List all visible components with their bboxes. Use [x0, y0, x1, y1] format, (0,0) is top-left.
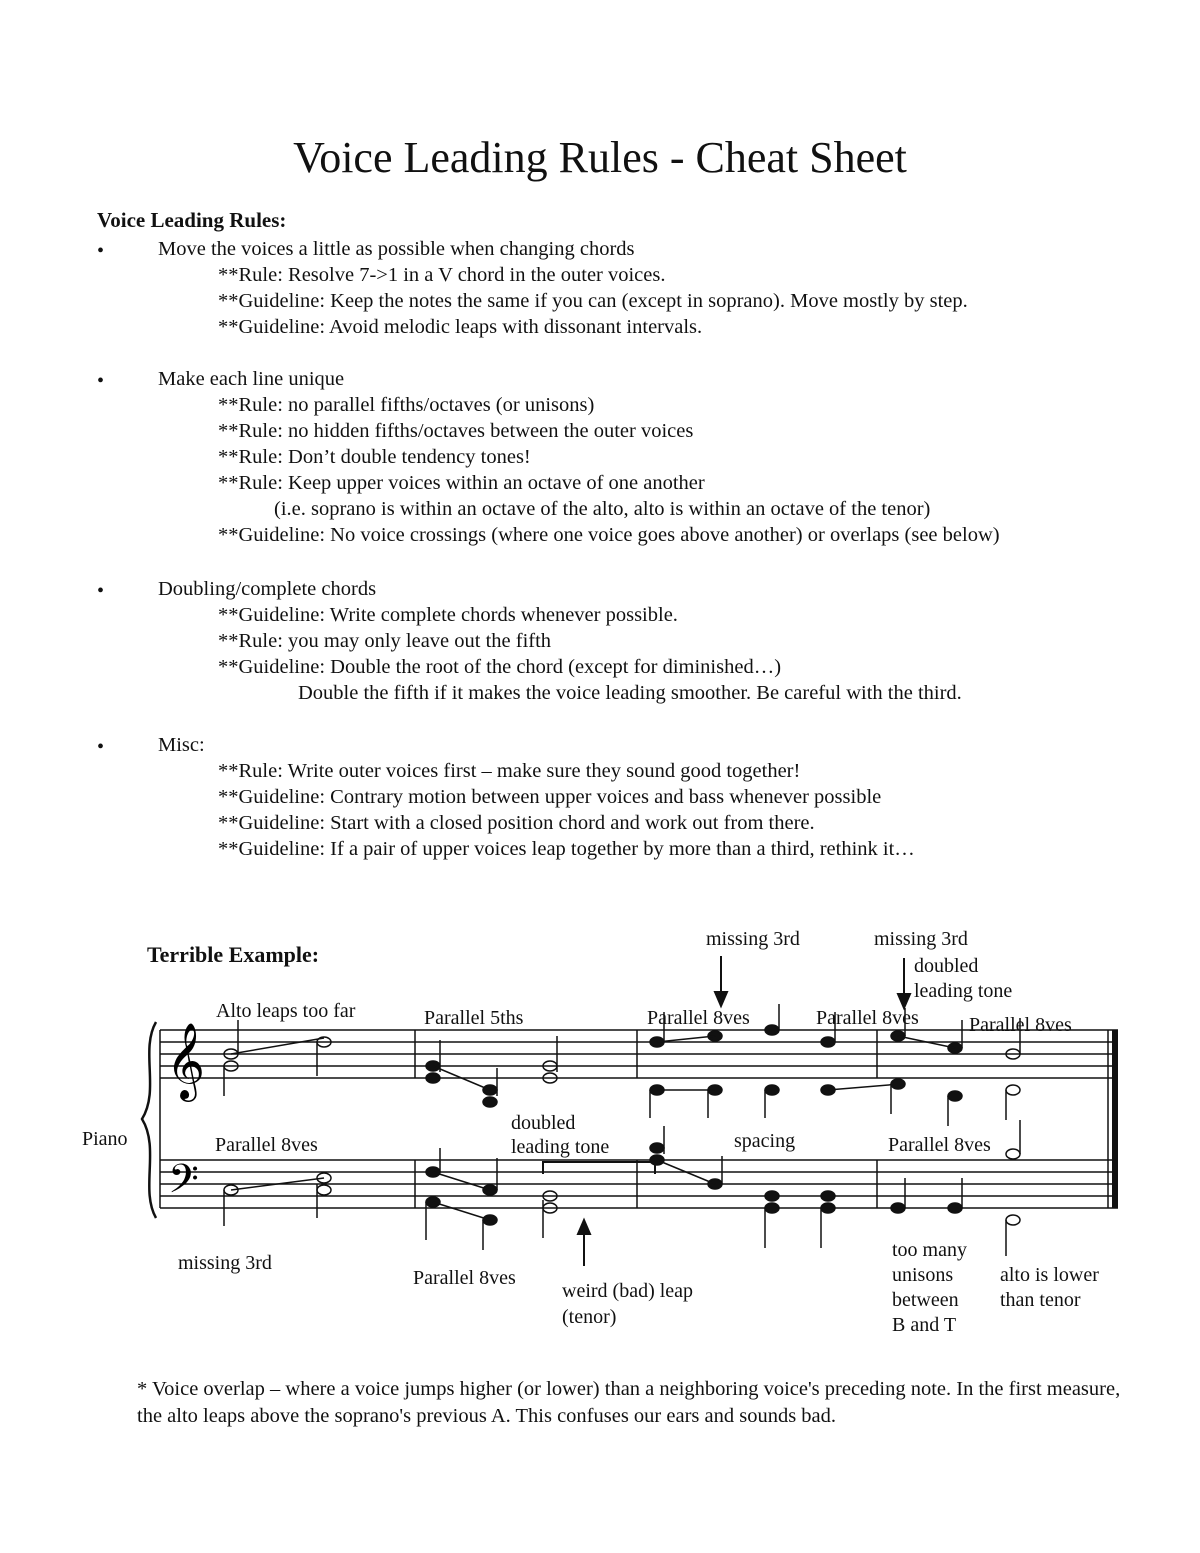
rule-main: Doubling/complete chords	[158, 578, 377, 600]
bullet: •	[97, 580, 105, 602]
rule-item: **Guideline: Contrary motion between upper voices and bass whenever possible	[218, 786, 882, 808]
svg-text:𝄞: 𝄞	[166, 1022, 206, 1099]
rule-item: **Guideline: If a pair of upper voices leap together by more than a third, rethink it…	[218, 838, 915, 860]
footnote: * Voice overlap – where a voice jumps higher (or lower) than a neighboring voice's preceding note. In the first measure, the alto leaps above the soprano's previous A. This confuses our ears and sounds bad.	[137, 1378, 1121, 1427]
instrument-label: Piano	[82, 1128, 128, 1150]
annotation: doubled	[511, 1112, 576, 1134]
annotation: Parallel 8ves	[969, 1014, 1072, 1036]
svg-text:𝄢: 𝄢	[168, 1156, 199, 1212]
annotation: (tenor)	[562, 1306, 617, 1328]
annotation: too many	[892, 1239, 967, 1261]
page-title: Voice Leading Rules - Cheat Sheet	[293, 133, 907, 182]
rule-main: Move the voices a little as possible when changing chords	[158, 238, 635, 260]
example-heading: Terrible Example:	[147, 942, 320, 967]
rule-item: (i.e. soprano is within an octave of the alto, alto is within an octave of the tenor)	[274, 498, 931, 520]
annotation: missing 3rd	[178, 1252, 272, 1274]
rule-item: **Guideline: No voice crossings (where one voice goes above another) or overlaps (see below)	[218, 524, 1000, 546]
rule-item: **Guideline: Keep the notes the same if you can (except in soprano). Move mostly by step.	[218, 290, 968, 312]
annotation: spacing	[734, 1130, 796, 1152]
rule-item: **Rule: no hidden fifths/octaves between the outer voices	[218, 420, 694, 442]
rule-item: **Rule: no parallel fifths/octaves (or unisons)	[218, 394, 595, 416]
rule-item: **Rule: Write outer voices first – make sure they sound good together!	[218, 760, 801, 782]
annotation: Parallel 8ves	[888, 1134, 991, 1156]
rule-main: Misc:	[158, 734, 205, 756]
annotation: alto is lower	[1000, 1264, 1099, 1286]
music-example	[0, 900, 1200, 1380]
rule-item: Double the fifth if it makes the voice leading smoother. Be careful with the third.	[298, 682, 962, 704]
rule-item: **Rule: Resolve 7->1 in a V chord in the outer voices.	[218, 264, 666, 286]
rule-item: **Rule: Don’t double tendency tones!	[218, 446, 531, 468]
rules-heading: Voice Leading Rules:	[97, 208, 287, 232]
annotation: Parallel 8ves	[816, 1007, 919, 1029]
annotation: than tenor	[1000, 1289, 1081, 1311]
bullet: •	[97, 736, 105, 758]
rule-item: **Guideline: Start with a closed position chord and work out from there.	[218, 812, 815, 834]
annotation: Parallel 8ves	[413, 1267, 516, 1289]
annotation: Parallel 8ves	[647, 1007, 750, 1029]
annotation: Alto leaps too far	[216, 1000, 356, 1022]
annotation: leading tone	[914, 980, 1013, 1002]
annotation: B and T	[892, 1314, 957, 1336]
annotation: leading tone	[511, 1136, 610, 1158]
annotation: missing 3rd	[874, 928, 968, 950]
annotation: between	[892, 1289, 959, 1311]
annotation: Parallel 5ths	[424, 1007, 524, 1029]
annotation: weird (bad) leap	[562, 1280, 694, 1302]
rule-item: **Guideline: Write complete chords whenever possible.	[218, 604, 678, 626]
bullet: •	[97, 370, 105, 392]
annotation: doubled	[914, 955, 979, 977]
annotation: missing 3rd	[706, 928, 800, 950]
rule-main: Make each line unique	[158, 368, 345, 390]
rule-item: **Guideline: Double the root of the chord (except for diminished…)	[218, 656, 782, 678]
rule-item: **Rule: Keep upper voices within an octave of one another	[218, 472, 705, 494]
rule-item: **Guideline: Avoid melodic leaps with dissonant intervals.	[218, 316, 703, 338]
rule-item: **Rule: you may only leave out the fifth	[218, 630, 552, 652]
bullet: •	[97, 240, 105, 262]
annotation: unisons	[892, 1264, 954, 1286]
annotation: Parallel 8ves	[215, 1134, 318, 1156]
